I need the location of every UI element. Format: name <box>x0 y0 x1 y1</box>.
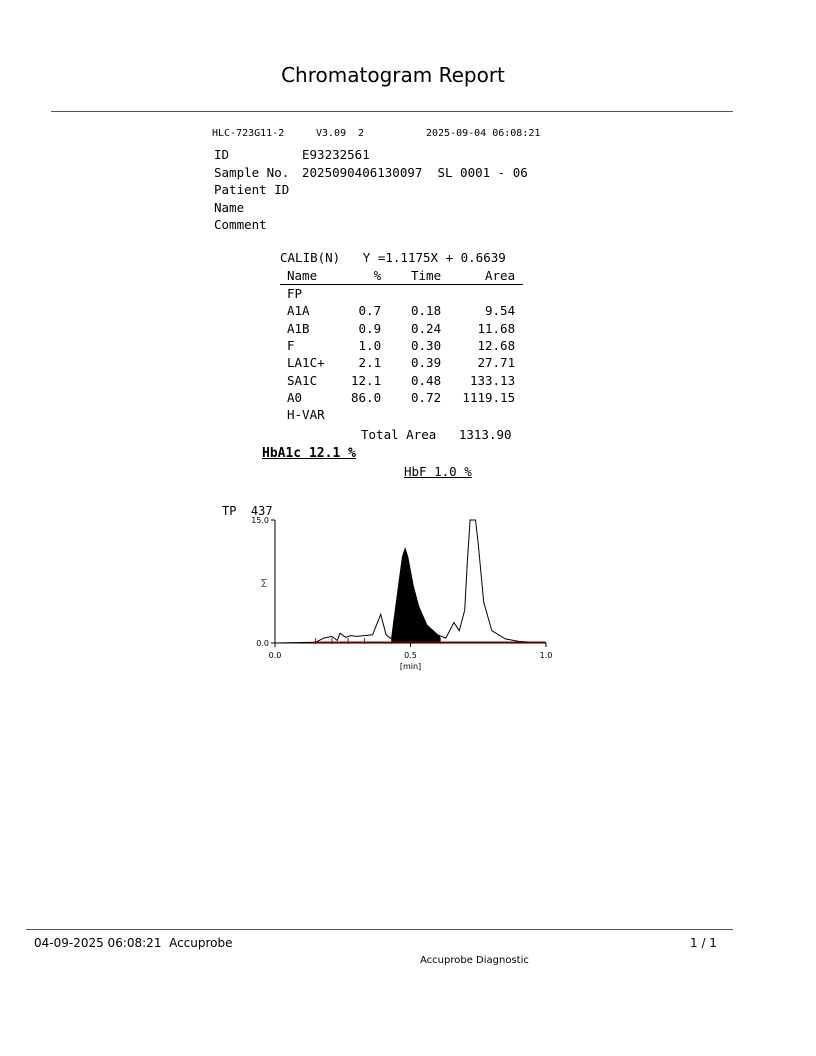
col-percent: % <box>351 267 381 285</box>
table-row: A1A 0.7 0.18 9.54 <box>287 303 516 319</box>
calibration-equation: Y =1.1175X + 0.6639 <box>362 250 506 265</box>
y-tick-label: 0.0 <box>256 639 269 648</box>
col-area: Area <box>441 267 523 285</box>
instrument-channel: 2 <box>358 128 365 139</box>
instrument-datetime: 2025-09-04 06:08:21 <box>426 128 541 139</box>
x-tick-label: 0.0 <box>268 651 282 660</box>
info-row-name: Name <box>214 199 245 215</box>
instrument-version: V3.09 <box>316 128 347 139</box>
footer-organization: Accuprobe Diagnostic <box>420 955 529 966</box>
table-row: A0 86.0 0.72 1119.15 <box>287 389 516 405</box>
info-row-patient-id: Patient ID <box>214 182 290 197</box>
footer-datetime-source: 04-09-2025 06:08:21 Accuprobe <box>34 936 233 950</box>
total-area <box>361 427 512 442</box>
calibration-label: CALIB(N) <box>280 250 341 265</box>
header-divider <box>51 111 733 112</box>
col-time: Time <box>381 267 441 285</box>
info-row-id: ID E93232561 <box>214 147 370 162</box>
info-row-comment: Comment <box>214 217 267 232</box>
x-tick-label: 0.5 <box>404 651 417 660</box>
x-axis-label: [min] <box>399 662 422 671</box>
col-name: Name <box>280 267 351 285</box>
tp-value: 437 <box>250 504 273 518</box>
report-title: Chromatogram Report <box>281 63 505 87</box>
y-tick-label: 15.0 <box>251 516 269 525</box>
table-row: SA1C 12.1 0.48 133.13 <box>287 372 516 388</box>
y-axis-label: Σ <box>260 577 268 590</box>
table-row: F 1.0 0.30 12.68 <box>287 338 516 354</box>
x-tick-label: 1.0 <box>539 651 553 660</box>
results-table <box>280 267 523 423</box>
total-area-value: 1313.90 <box>458 427 512 442</box>
table-row: H-VAR <box>287 407 325 423</box>
chromatogram-chart <box>240 512 570 677</box>
total-area-label: Total Area <box>361 427 437 442</box>
footer-divider <box>26 929 733 930</box>
hba1c-result: HbA1c 12.1 % <box>262 446 356 461</box>
table-row: A1B 0.9 0.24 11.68 <box>287 320 516 336</box>
sample-info <box>214 146 528 234</box>
tp-label: TP 437 <box>222 504 273 518</box>
hbf-result: HbF 1.0 % <box>404 464 472 479</box>
table-row: FP <box>287 286 303 302</box>
instrument-model: HLC-723G11-2 <box>212 128 285 139</box>
table-row: LA1C+ 2.1 0.39 27.71 <box>287 355 516 371</box>
footer-page-number: 1 / 1 <box>690 936 717 950</box>
calibration-line <box>280 250 506 265</box>
info-row-sample-no: Sample No. 2025090406130097 SL 0001 - 06 <box>214 164 528 180</box>
results-header-row <box>280 267 523 285</box>
